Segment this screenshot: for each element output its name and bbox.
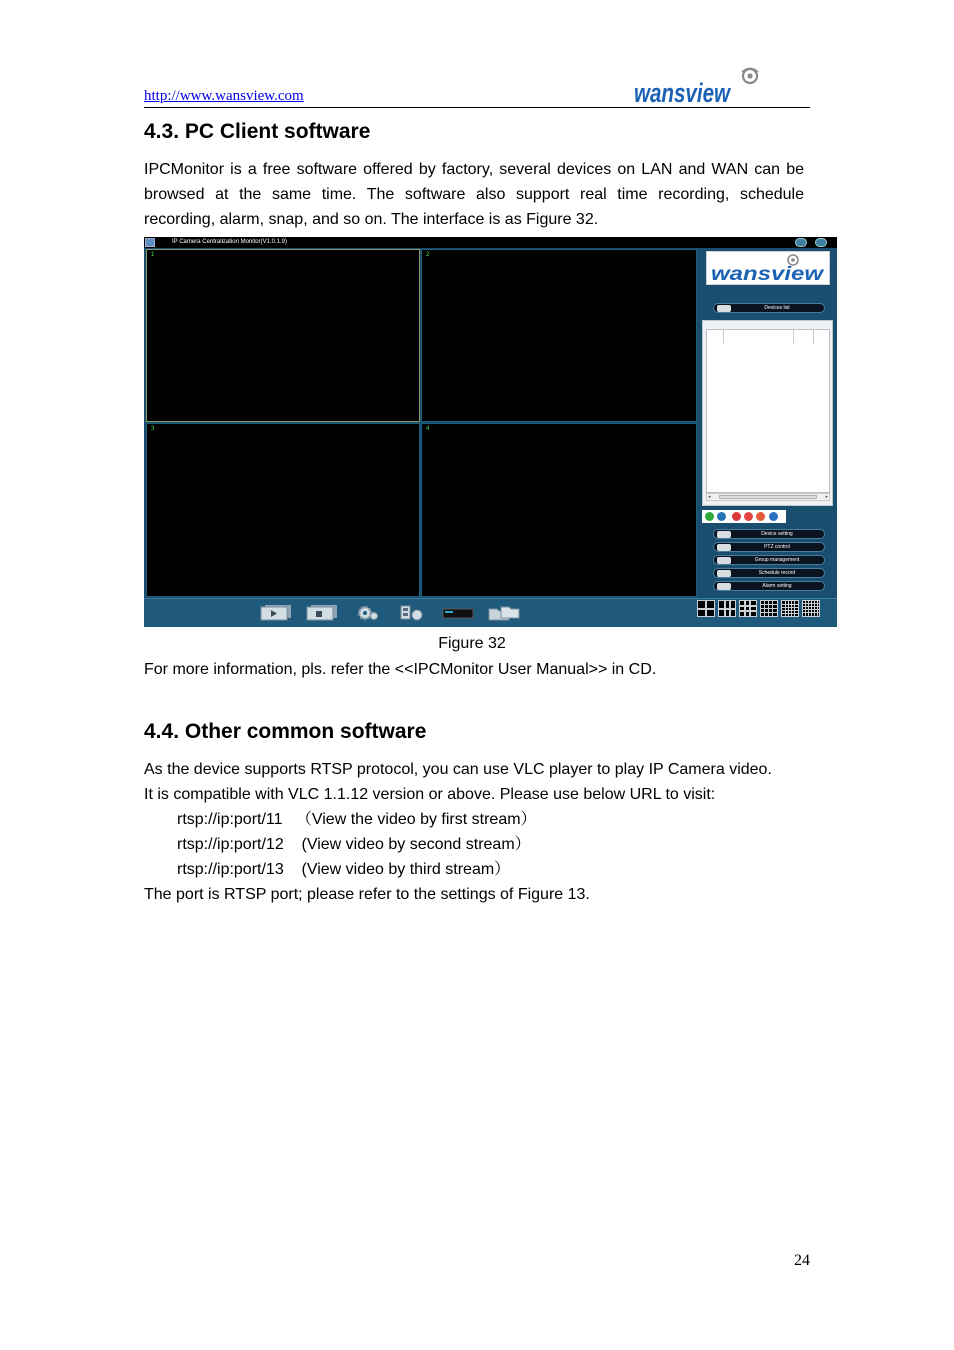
ipcmonitor-screenshot (144, 237, 837, 627)
video-pane-1[interactable] (146, 249, 420, 422)
search-device-icon[interactable] (717, 512, 726, 521)
alarm-icon (717, 583, 731, 590)
pane-number: 3 (151, 426, 155, 432)
intro-paragraph: IPCMonitor is a free software offered by factory, several devices on LAN and WAN can be browsed at the same time. The software also support real time recording, schedule recording, alarm, snap, and so on. The interface is as Figure 32. (144, 161, 804, 228)
add-device-icon[interactable] (705, 512, 714, 521)
pane-number: 1 (151, 252, 155, 258)
folder-icon[interactable] (487, 604, 521, 621)
app-icon (145, 238, 155, 247)
page-header (144, 66, 810, 108)
layout-6x6-button[interactable] (802, 600, 820, 617)
edit-device-icon[interactable] (732, 512, 741, 521)
schedule-record-button[interactable]: Schedule record (713, 568, 825, 578)
pane-number: 2 (426, 252, 430, 258)
layout-3x3-button[interactable] (739, 600, 757, 617)
minimize-icon[interactable] (795, 238, 807, 247)
layout-5x5-button[interactable] (781, 600, 799, 617)
nvr-device-icon[interactable] (442, 604, 474, 621)
window-title: IP Camera Centralization Monitor(V1.0.1.9) (172, 239, 287, 245)
device-list-panel[interactable] (702, 320, 833, 506)
ptz-icon (717, 544, 731, 551)
page-number: 24 (794, 1252, 810, 1269)
settings-icon (717, 531, 731, 538)
device-setting-button[interactable]: Device setting (713, 529, 825, 539)
device-toolbar (702, 510, 786, 523)
record-file-icon[interactable] (399, 604, 425, 621)
side-panel (698, 248, 837, 598)
device-list-table[interactable] (706, 329, 830, 493)
scroll-left-icon[interactable]: ◂ (708, 494, 711, 500)
video-pane-3[interactable] (146, 423, 420, 597)
header-url-link[interactable]: http://www.wansview.com (144, 88, 304, 104)
horizontal-scrollbar[interactable] (706, 493, 830, 501)
stop-all-icon[interactable] (306, 604, 338, 621)
layout-1x1-button[interactable] (697, 600, 715, 617)
wansview-logo-small (707, 252, 829, 284)
figure-caption: Figure 32 (438, 635, 506, 652)
svg-text:wansview: wansview (634, 78, 732, 106)
schedule-icon (717, 570, 731, 577)
window-titlebar (144, 237, 837, 248)
rtsp-url-first: rtsp://ip:port/11 （View the video by first stream） (177, 811, 537, 828)
port-note-text: The port is RTSP port; please refer to the settings of Figure 13. (144, 886, 590, 903)
delete-device-icon[interactable] (744, 512, 753, 521)
more-info-text: For more information, pls. refer the <<IPCMonitor User Manual>> in CD. (144, 661, 657, 678)
close-icon[interactable] (815, 238, 827, 247)
group-management-button[interactable]: Group management (713, 555, 825, 565)
alarm-setting-button[interactable]: Alarm setting (713, 581, 825, 591)
layout-2x2-button[interactable] (718, 600, 736, 617)
scroll-right-icon[interactable]: ▸ (825, 494, 828, 500)
disconnect-icon[interactable] (756, 512, 765, 521)
section-heading-pc-client: 4.3. PC Client software (144, 120, 371, 143)
side-logo (706, 251, 830, 285)
layout-4x4-button[interactable] (760, 600, 778, 617)
scrollbar-thumb[interactable] (719, 495, 817, 499)
play-all-icon[interactable] (260, 604, 292, 621)
rtsp-support-text: As the device supports RTSP protocol, you can use VLC player to play IP Camera video. (144, 761, 772, 778)
svg-text:wansview: wansview (711, 264, 825, 284)
video-pane-4[interactable] (421, 423, 697, 597)
vlc-compat-text: It is compatible with VLC 1.1.12 version or above. Please use below URL to visit: (144, 786, 716, 803)
ptz-control-button[interactable]: PTZ control (713, 542, 825, 552)
rtsp-url-second: rtsp://ip:port/12 (View video by second stream） (177, 836, 531, 853)
devices-list-button[interactable]: Devices list (713, 303, 825, 313)
refresh-icon[interactable] (769, 512, 778, 521)
group-icon (717, 557, 731, 564)
pane-number: 4 (426, 426, 430, 432)
section-heading-other-software: 4.4. Other common software (144, 720, 427, 743)
wansview-logo (634, 66, 808, 106)
gear-icon[interactable] (355, 604, 379, 621)
bottom-toolbar (144, 598, 837, 627)
video-pane-2[interactable] (421, 249, 697, 422)
camera-icon (717, 305, 731, 312)
rtsp-url-third: rtsp://ip:port/13 (View video by third stream） (177, 861, 511, 878)
